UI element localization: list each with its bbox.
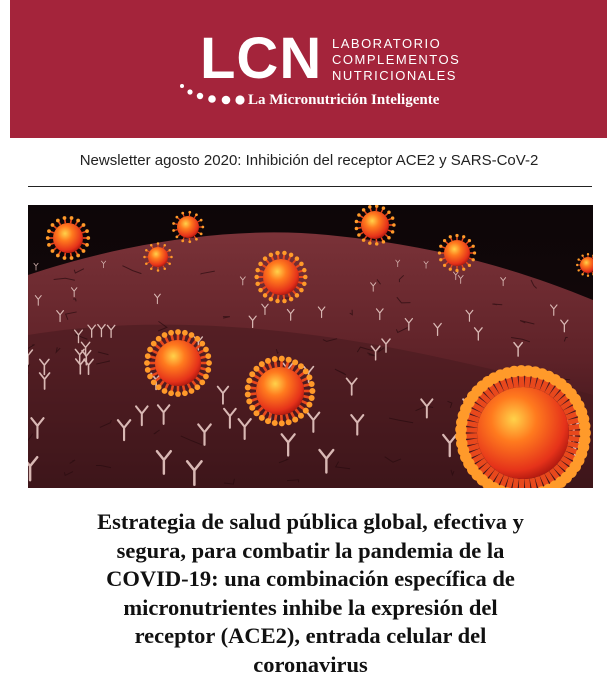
headline-line-4: micronutrientes inhibe la expresión del — [123, 594, 498, 620]
logo-subtitle-line-3: NUTRICIONALES — [332, 68, 457, 83]
logo-subtitle — [332, 36, 482, 84]
coronavirus-illustration-icon — [28, 205, 593, 488]
lcn-logo[interactable]: LCN — [200, 26, 323, 91]
logo-tagline: La Micronutrición Inteligente — [248, 92, 440, 108]
newsletter-header — [10, 0, 607, 138]
logo-dots-icon — [178, 76, 248, 108]
headline-line-5: receptor (ACE2), entrada celular del — [134, 623, 487, 648]
headline-line-6: coronavirus — [253, 651, 368, 677]
logo-subtitle-line-2: COMPLEMENTOS — [332, 52, 461, 67]
divider — [28, 186, 592, 187]
headline-line-1: Estrategia de salud pública global, efectiva y — [97, 509, 524, 534]
logo-subtitle-line-1: LABORATORIO — [332, 36, 442, 51]
newsletter-title: Newsletter agosto 2020: Inhibición del receptor ACE2 y SARS-CoV-2 — [79, 152, 539, 169]
hero-image[interactable] — [28, 205, 593, 488]
article-headline[interactable] — [28, 508, 593, 679]
headline-line-2: segura, para combatir la pandemia de la — [116, 537, 505, 563]
headline-line-3: COVID-19: una combinación específica de — [106, 566, 515, 591]
